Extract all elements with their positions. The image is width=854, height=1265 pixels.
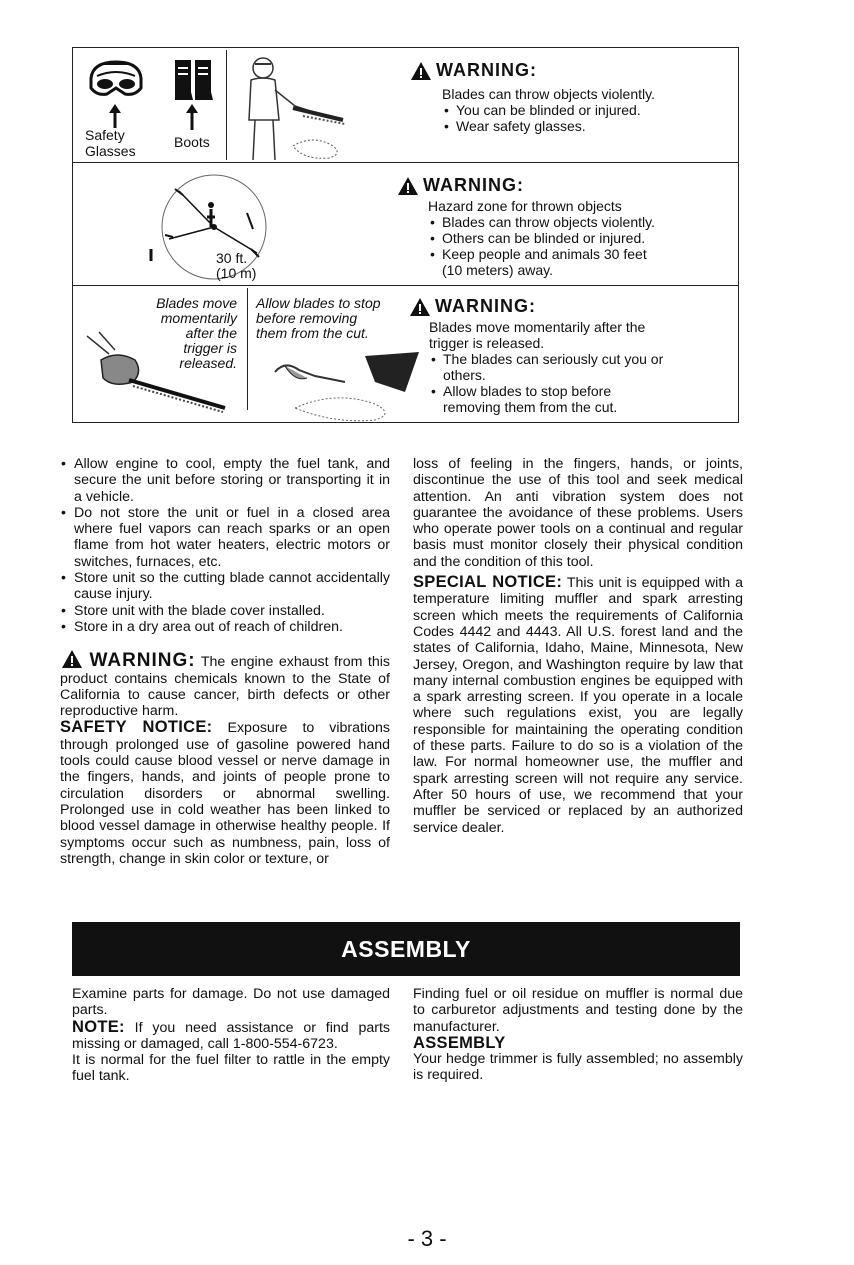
boots-label: Boots xyxy=(174,134,210,150)
caption-allow-blades: Allow blades to stop before removing them from the cut. xyxy=(256,295,381,341)
glasses-label: Glasses xyxy=(85,143,136,159)
distance-m-label: (10 m) xyxy=(216,265,257,281)
warning-icon xyxy=(397,176,419,196)
note-paragraph xyxy=(72,1019,390,1053)
warning-bullet: • Wear safety glasses. xyxy=(442,118,732,134)
assembly-right-column xyxy=(413,986,743,1084)
storage-bullet: • Store in a dry area out of reach of children. xyxy=(60,619,390,635)
warning-bullet: • Keep people and animals 30 feet xyxy=(428,246,728,262)
storage-bullet: • Do not store the unit or fuel in a closed area where fuel vapors can reach sparks or an open flame from hot water heaters, electric motors or switches, furnaces, etc. xyxy=(60,505,390,570)
warning-title: WARNING: xyxy=(436,60,537,80)
safety-label: Safety xyxy=(85,127,125,143)
caption-blades-move: Blades move momentarily after the trigger is released. xyxy=(156,295,237,371)
residue-paragraph: Finding fuel or oil residue on muffler is normal due to carburetor adjustments and testing done by the manufacturer. xyxy=(413,986,743,1035)
section-banner: ASSEMBLY xyxy=(72,922,740,976)
warning-body: The engine exhaust from this product contains chemicals known to the State of California to cause cancer, birth defects or other reproductive harm. xyxy=(60,654,390,720)
warning-panel-blades xyxy=(72,285,739,423)
safety-notice-heading: SAFETY NOTICE: xyxy=(60,718,213,737)
fuel-filter-paragraph: It is normal for the fuel filter to rattle in the empty fuel tank. xyxy=(72,1052,390,1085)
assembly-left-column xyxy=(72,986,390,1085)
warning-bullet: • Allow blades to stop before removing them from the cut. xyxy=(429,383,729,415)
warning-icon xyxy=(410,61,432,81)
storage-bullet: • Allow engine to cool, empty the fuel tank, and secure the unit before storing or transporting it in a vehicle. xyxy=(60,456,390,505)
special-notice xyxy=(413,574,743,836)
warning-title: WARNING: xyxy=(435,296,536,316)
note-body: If you need assistance or find parts missing or damaged, call 1-800-554-6723. xyxy=(72,1019,390,1052)
page-number: - 3 - xyxy=(407,1226,447,1251)
warning-icon xyxy=(60,649,84,669)
warning-text: trigger is released. xyxy=(429,335,545,351)
safety-notice-body: Exposure to vibrations through prolonged use of gasoline powered hand tools could cause blood vessel or nerve damage in the fingers, hands, and joints of people prone to circulation disorders or abnormal swelling. Prolonged use in cold weather has been linked to blood vessel damage in otherwise healthy people. If symptoms occur such as numbness, pain, loss of strength, change in skin color or texture, or xyxy=(60,720,391,867)
safety-notice xyxy=(60,719,390,867)
warning-heading: WARNING: xyxy=(89,650,196,672)
storage-bullet: • Store unit so the cutting blade cannot accidentally cause injury. xyxy=(60,570,390,603)
special-notice-heading: SPECIAL NOTICE: xyxy=(413,573,563,592)
hand-trigger-illustration xyxy=(73,326,233,422)
warning-panel-hazard-zone xyxy=(72,162,739,286)
distance-ft-label: 30 ft. xyxy=(216,250,248,266)
warning-text: Blades move momentarily after the xyxy=(429,319,646,335)
warning-bullet: • The blades can seriously cut you or others. xyxy=(429,351,729,383)
left-column xyxy=(60,456,390,867)
divider xyxy=(226,50,227,160)
california-warning xyxy=(60,649,390,719)
note-heading: NOTE: xyxy=(72,1017,125,1036)
assembly-body: Your hedge trimmer is fully assembled; no assembly is required. xyxy=(413,1051,743,1084)
assembly-heading: ASSEMBLY xyxy=(413,1033,506,1052)
hazard-zone-diagram xyxy=(139,169,289,283)
warning-title: WARNING: xyxy=(423,175,524,195)
right-column xyxy=(413,456,743,836)
examine-paragraph: Examine parts for damage. Do not use damaged parts. xyxy=(72,986,390,1019)
storage-bullet: • Store unit with the blade cover installed. xyxy=(60,603,390,619)
boots-icon xyxy=(173,58,215,102)
trimmer-cut-illustration xyxy=(255,342,425,422)
warning-bullet: • Blades can throw objects violently. xyxy=(428,214,728,230)
special-notice-body: This unit is equipped with a temperature limiting muffler and spark arresting screen which meets the requirements of California Codes 4442 and 4443. All U.S. forest land and the states of California, Idaho, Maine, Minnesota, New Jersey, Oregon, and Washington require by law that many internal combustion engines be equipped with a spark arresting screen. If you operate in a locale where such regulations exist, you are legally responsible for maintaining the operating condition of these parts. Failure to do so is a violation of the law. For normal homeowner use, the muffler and spark arresting screen will not require any service. After 50 hours of use, we recommend that your muffler be serviced or replaced by an authorized service dealer. xyxy=(413,575,744,836)
warning-text: Blades can throw objects violently. xyxy=(442,86,655,102)
warning-panel-safety-gear xyxy=(72,47,739,163)
warning-bullet-continued: (10 meters) away. xyxy=(442,262,553,278)
arrow-up-icon xyxy=(186,104,198,130)
warning-bullet: • Others can be blinded or injured. xyxy=(428,230,728,246)
safety-glasses-icon xyxy=(85,56,147,106)
warning-icon xyxy=(409,297,431,317)
arrow-up-icon xyxy=(109,104,121,128)
warning-bullet: • You can be blinded or injured. xyxy=(442,102,732,118)
vibration-paragraph: loss of feeling in the fingers, hands, or joints, discontinue the use of this tool and seek medical attention. An anti vibration system does not guarantee the avoidance of these problems. Users who operate power tools on a continual and regular basis must monitor closely their physical condition and the condition of this tool. xyxy=(413,456,743,570)
warning-text: Hazard zone for thrown objects xyxy=(428,198,622,214)
divider xyxy=(247,288,248,410)
operator-illustration xyxy=(233,50,353,162)
